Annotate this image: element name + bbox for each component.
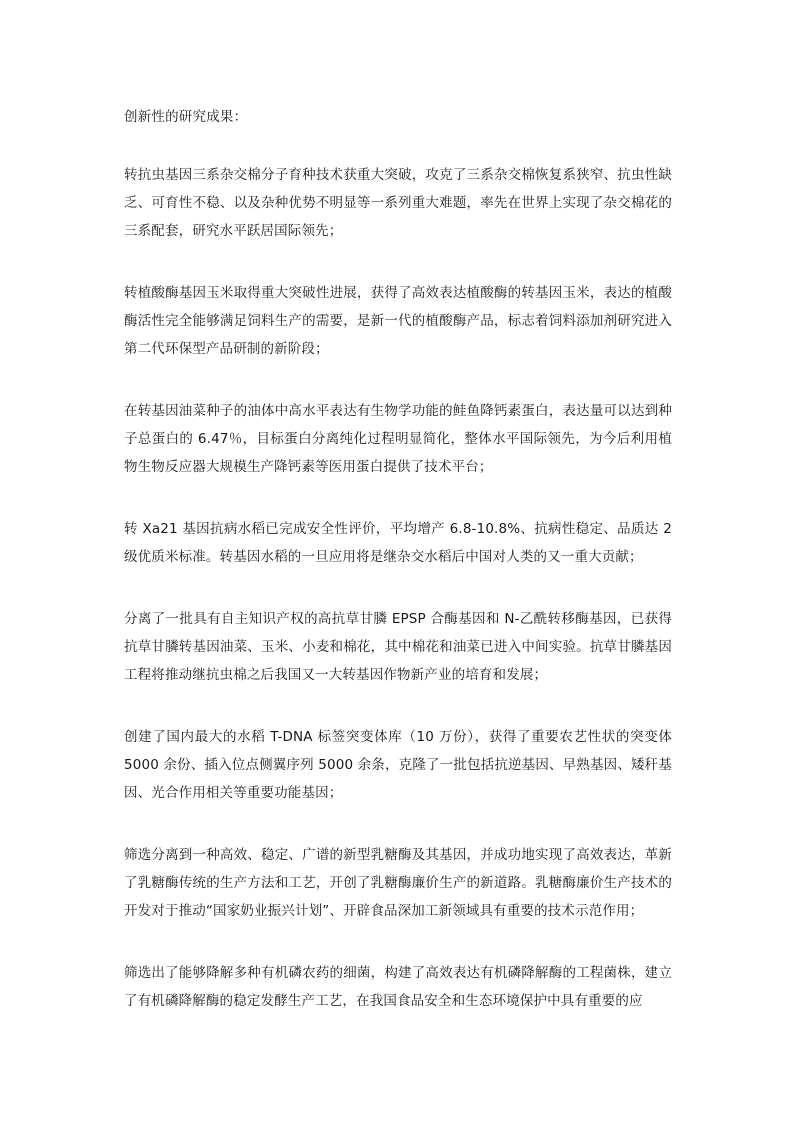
paragraph-tdna-mutant-library: 创建了国内最大的水稻 T-DNA 标签突变体库（10 万份），获得了重要农艺性状的突变体 5000 余份、插入位点侧翼序列 5000 余条，克隆了一批包括抗逆基因、早熟基因、矮秆基因、光合作用相关等重要功能基因； <box>124 729 672 801</box>
paragraph-hybrid-cotton: 转抗虫基因三系杂交棉分子育种技术获重大突破，攻克了三系杂交棉恢复系狭窄、抗虫性缺乏、可育性不稳、以及杂种优势不明显等一系列重大难题，率先在世界上实现了杂交棉花的三系配套，研究水平跃居国际领先； <box>124 167 672 239</box>
document-page <box>124 107 672 1015</box>
paragraph-lactase: 筛选分离到一种高效、稳定、广谱的新型乳糖酶及其基因，并成功地实现了高效表达，革新了乳糖酶传统的生产方法和工艺，开创了乳糖酶廉价生产的新道路。乳糖酶廉价生产技术的开发对于推动“国家奶业振兴计划”、开辟食品深加工新领域具有重要的技术示范作用； <box>124 847 672 919</box>
paragraph-rapeseed-calcitonin: 在转基因油菜种子的油体中高水平表达有生物学功能的鲑鱼降钙素蛋白，表达量可以达到种子总蛋白的 6.47％，目标蛋白分离纯化过程明显简化，整体水平国际领先，为今后利用植物生物反应器大规模生产降钙素等医用蛋白提供了技术平台； <box>124 403 672 475</box>
paragraph-organophosphate-degradation: 筛选出了能够降解多种有机磷农药的细菌，构建了高效表达有机磷降解酶的工程菌株，建立了有机磷降解酶的稳定发酵生产工艺，在我国食品安全和生态环境保护中具有重要的应 <box>124 965 672 1009</box>
paragraph-glyphosate-resistance: 分离了一批具有自主知识产权的高抗草甘膦 EPSP 合酶基因和 N-乙酰转移酶基因，已获得抗草甘膦转基因油菜、玉米、小麦和棉花，其中棉花和油菜已进入中间实验。抗草甘膦基因工程将推动继抗虫棉之后我国又一大转基因作物新产业的培育和发展； <box>124 611 672 683</box>
paragraph-xa21-rice: 转 Xa21 基因抗病水稻已完成安全性评价，平均增产 6.8-10.8%、抗病性稳定、品质达 2级优质米标准。转基因水稻的一旦应用将是继杂交水稻后中国对人类的又一重大贡献； <box>124 521 672 565</box>
section-heading: 创新性的研究成果： <box>124 109 248 125</box>
paragraph-phytase-corn: 转植酸酶基因玉米取得重大突破性进展，获得了高效表达植酸酶的转基因玉米，表达的植酸酶活性完全能够满足饲料生产的需要，是新一代的植酸酶产品，标志着饲料添加剂研究进入第二代环保型产品研制的新阶段； <box>124 285 672 357</box>
